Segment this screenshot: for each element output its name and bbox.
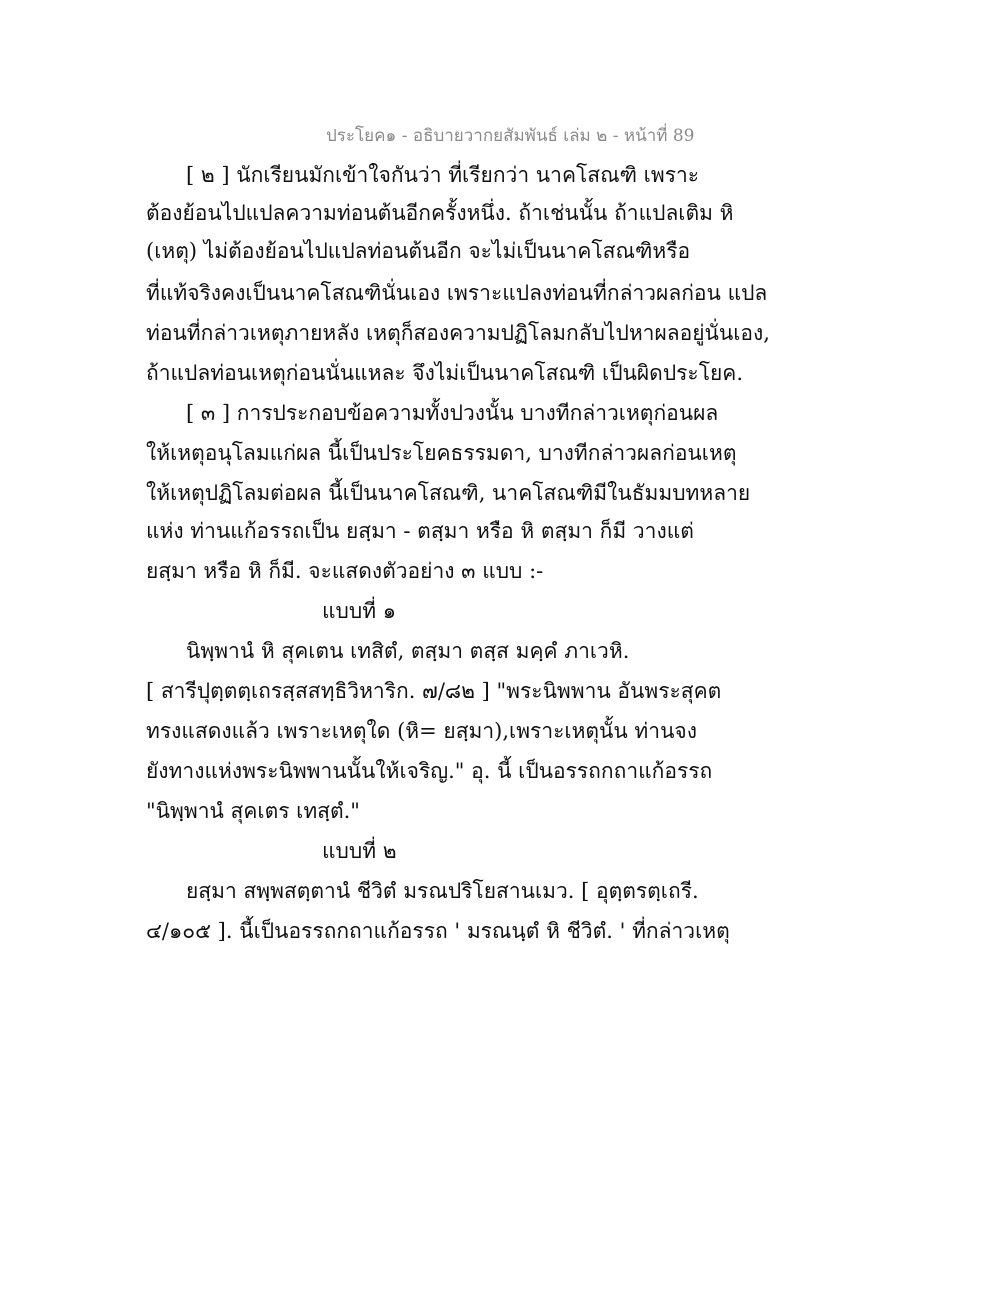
text-line-8: ให้เหตุอนุโลมแก่ผล นี้เป็นประโยคธรรมดา, บางทีกล่าวผลก่อนเหตุ [146, 441, 737, 465]
text-line-19: ยสฺมา สพฺพสตฺตานํ ชีวิตํ มรณปริโยสานเมว. [ อุตฺตรตฺเถรี. [186, 879, 699, 903]
text-line-6: ถ้าแปลท่อนเหตุก่อนนั่นแหละ จึงไม่เป็นนาคโสณฑิ เป็นผิดประโยค. [146, 361, 744, 385]
text-line-16: ยังทางแห่งพระนิพพานนั้นให้เจริญ." อุ. นี้ เป็นอรรถกถาแก้อรรถ [146, 759, 713, 783]
text-line-17: "นิพฺพานํ สุคเตร เทสฺตํ." [146, 799, 360, 823]
text-line-3: (เหตุ) ไม่ต้องย้อนไปแปลท่อนต้นอีก จะไม่เป็นนาคโสณฑิหรือ [146, 239, 691, 263]
text-line-13: นิพฺพานํ หิ สุคเตน เทสิตํ, ตสฺมา ตสฺส มคฺคํ ภาเวหิ. [186, 639, 630, 663]
text-line-14: [ สารีปุตฺตตฺเถรสฺสสทฺธิวิหาริก. ๗/๘๒ ] "พระนิพพาน อันพระสุคต [146, 679, 722, 703]
text-line-2: ต้องย้อนไปแปลความท่อนต้นอีกครั้งหนึ่ง. ถ้าเช่นนั้น ถ้าแปลเติม หิ [146, 201, 734, 225]
section-heading-2: แบบที่ ๒ [322, 839, 397, 863]
text-line-7: [ ๓ ] การประกอบข้อความทั้งปวงนั้น บางทีกล่าวเหตุก่อนผล [186, 401, 719, 425]
page-header: ประโยค๑ - อธิบายวากยสัมพันธ์ เล่ม ๒ - หน้าที่ 89 [326, 126, 695, 146]
section-heading-1: แบบที่ ๑ [322, 599, 397, 623]
text-line-5: ท่อนที่กล่าวเหตุภายหลัง เหตุก็สองความปฏิโลมกลับไปหาผลอยู่นั่นเอง, [146, 321, 770, 345]
text-line-9: ให้เหตุปฏิโลมต่อผล นี้เป็นนาคโสณฑิ, นาคโสณฑิมีในธัมมบทหลาย [146, 481, 751, 505]
text-line-4: ที่แท้จริงคงเป็นนาคโสณฑินั่นเอง เพราะแปลงท่อนที่กล่าวผลก่อน แปล [146, 281, 768, 305]
text-line-15: ทรงแสดงแล้ว เพราะเหตุใด (หิ= ยสฺมา),เพราะเหตุนั้น ท่านจง [146, 719, 697, 743]
text-line-1: [ ๒ ] นักเรียนมักเข้าใจกันว่า ที่เรียกว่า นาคโสณฑิ เพราะ [186, 163, 700, 187]
text-line-20: ๔/๑๐๕ ]. นี้เป็นอรรถกถาแก้อรรถ ' มรณนฺตํ หิ ชีวิตํ. ' ที่กล่าวเหตุ [146, 919, 730, 943]
text-line-11: ยสฺมา หรือ หิ ก็มี. จะแสดงตัวอย่าง ๓ แบบ :- [146, 559, 544, 583]
text-line-10: แห่ง ท่านแก้อรรถเป็น ยสฺมา - ตสฺมา หรือ หิ ตสฺมา ก็มี วางแต่ [146, 519, 694, 543]
